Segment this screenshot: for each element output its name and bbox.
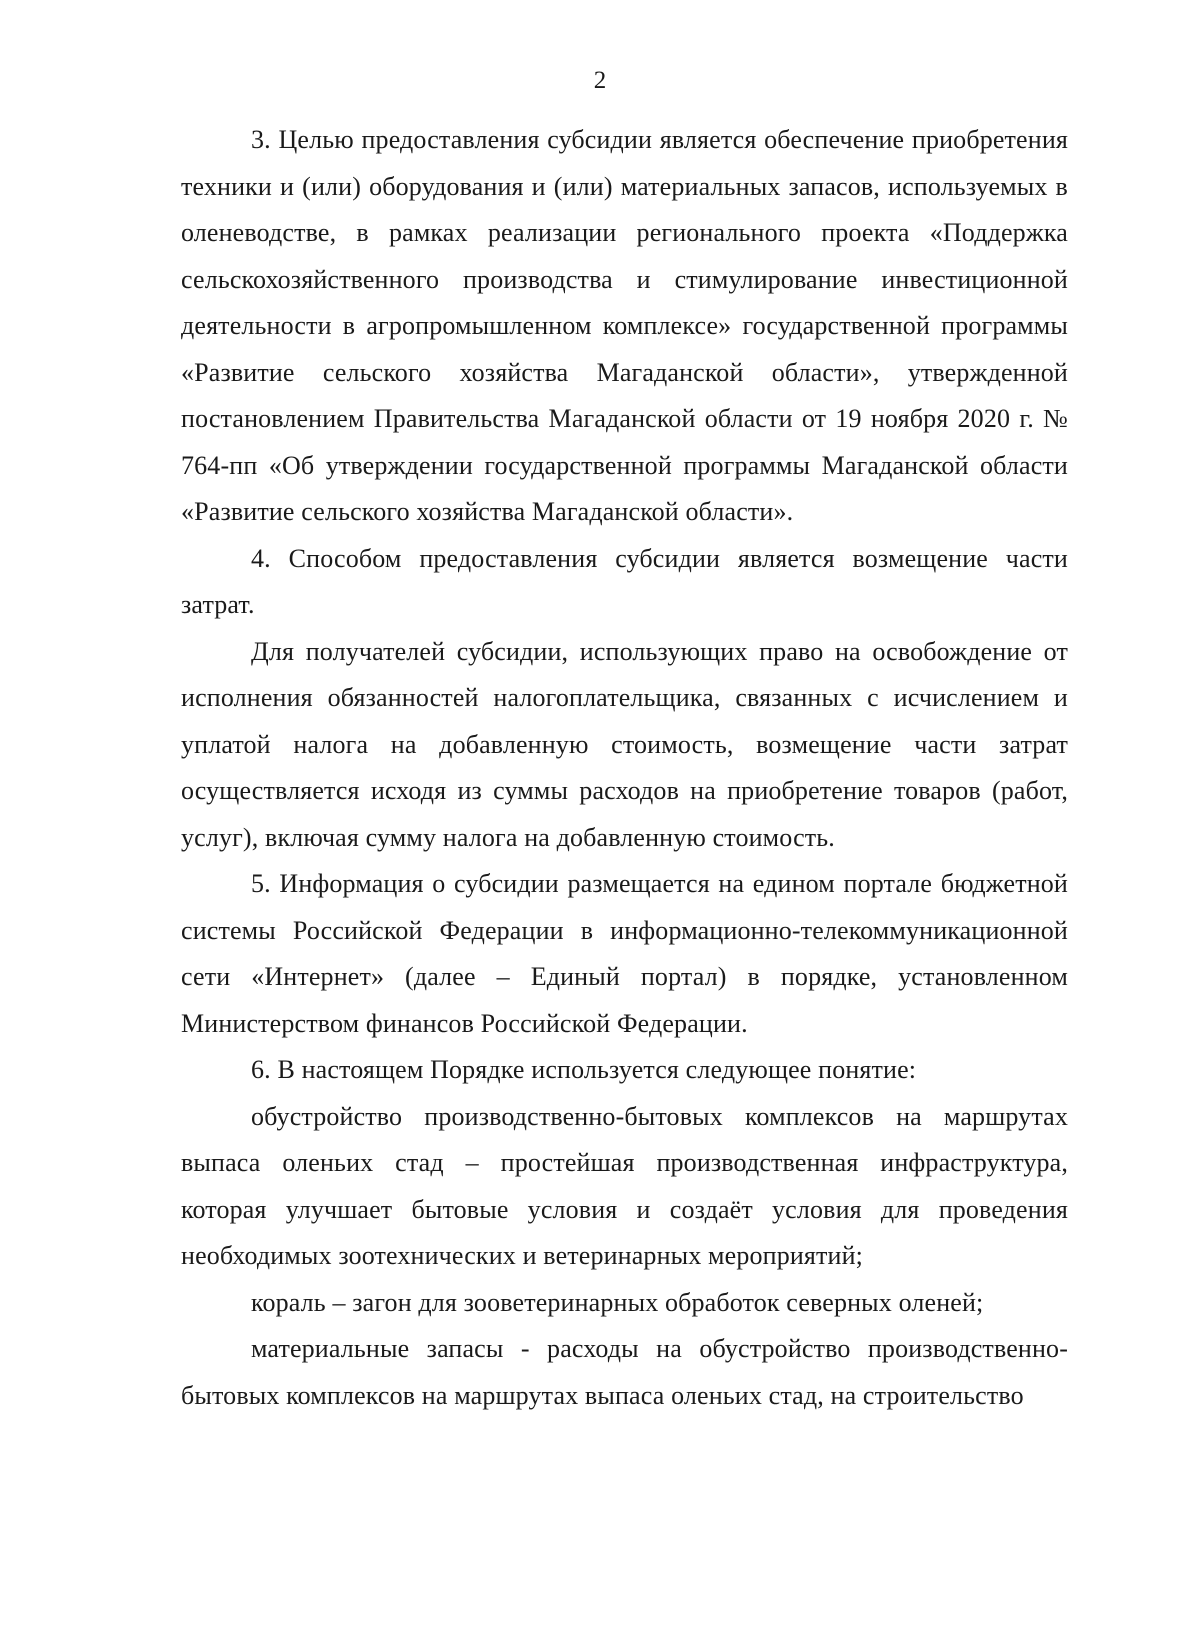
- page-number: 2: [593, 67, 607, 94]
- paragraph-5-information: 5. Информация о субсидии размещается на едином портале бюджетной системы Российской Федерации в информационно-телекоммуникационной сети «Интернет» (далее – Единый портал) в порядке, установленном Министерством финансов Российской Федерации.: [181, 869, 1068, 1038]
- definition-coral: кораль – загон для зооветеринарных обработок северных оленей;: [251, 1287, 984, 1317]
- document-body: [181, 117, 1068, 1419]
- paragraph-3-purpose: 3. Целью предоставления субсидии является обеспечение приобретения техники и (или) оборудования и (или) материальных запасов, используемых в оленеводстве, в рамках реализации регионального проекта «Поддержка сельскохозяйственного производства и стимулирование инвестиционной деятельности в агропромышленном комплексе» государственной программы «Развитие сельского хозяйства Магаданской области», утвержденной постановлением Правительства Магаданской области от 19 ноября 2020 г. № 764-пп «Об утверждении государственной программы Магаданской области «Развитие сельского хозяйства Магаданской области».: [181, 125, 1068, 526]
- paragraph-4-method: 4. Способом предоставления субсидии является возмещение части затрат.: [181, 543, 1068, 619]
- paragraph-6-definitions: 6. В настоящем Порядке используется следующее понятие:: [251, 1055, 917, 1084]
- paragraph-vat-recipients: Для получателей субсидии, использующих право на освобождение от исполнения обязанностей налогоплательщика, связанных с исчислением и уплатой налога на добавленную стоимость, возмещение части затрат осуществляется исходя из суммы расходов на приобретение товаров (работ, услуг), включая сумму налога на добавленную стоимость.: [181, 636, 1068, 852]
- definition-material-stocks: материальные запасы - расходы на обустройство производственно-бытовых комплексов на маршрутах выпаса оленьих стад, на строительство: [181, 1334, 1068, 1410]
- definition-infrastructure: обустройство производственно-бытовых комплексов на маршрутах выпаса оленьих стад – простейшая производственная инфраструктура, которая улучшает бытовые условия и создаёт условия для проведения необходимых зоотехнических и ветеринарных мероприятий;: [181, 1101, 1068, 1270]
